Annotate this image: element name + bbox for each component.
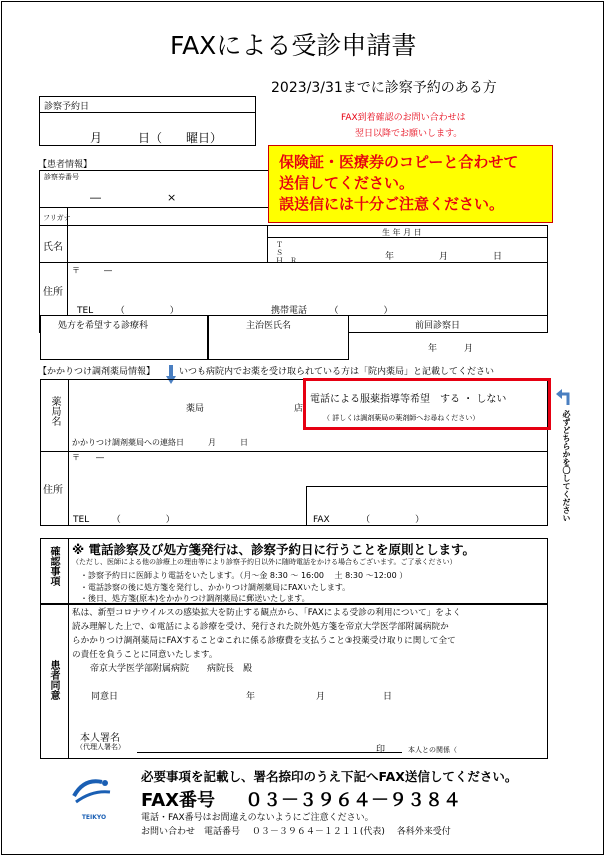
- consent-line-4: の責任を負うことに同意いたします。: [72, 650, 218, 660]
- consent-date-label: 同意日: [91, 692, 119, 702]
- consent-line-3: らかかりつけ調剤薬局にFAXすること②これに係る診療費を支払うこと③投薬受け取りに関して全て: [72, 636, 456, 646]
- signature-label: 本人署名: [80, 733, 120, 744]
- fax-note-line1: FAX到着確認のお問い合わせは: [341, 113, 466, 123]
- birth-eras: Ｔ Ｓ Ｈ Ｒ: [276, 241, 297, 265]
- pharmacy-name-field[interactable]: 薬局 店: [186, 404, 304, 414]
- signature-field[interactable]: [137, 752, 402, 753]
- footer-caution: 電話・FAX番号はお間違えのないようにご注意ください。: [141, 813, 374, 823]
- pharmacy-address-label: 住所: [43, 485, 63, 496]
- appointment-label: 診察予約日: [44, 102, 90, 112]
- last-visit-field[interactable]: 年 月: [428, 344, 474, 354]
- appointment-date-field[interactable]: 月 日（ 曜日）: [90, 131, 223, 145]
- confirm-item-2: ・電話診察の後に処方箋を発行し、かかりつけ調剤薬局にFAXいたします。: [80, 583, 351, 592]
- pharmacy-postal[interactable]: 〒 ―: [72, 453, 104, 462]
- pharmacy-fax[interactable]: FAX （ ）: [313, 515, 425, 525]
- pharmacy-tel[interactable]: TEL （ ）: [73, 515, 175, 525]
- form-subtitle: 2023/3/31までに診察予約のある方: [271, 80, 497, 96]
- warning-line1: 保険証・医療券のコピーと合わせて: [279, 153, 519, 171]
- footer-inquiry: お問い合わせ 電話番号 ０３－３９６４－１２１１(代表) 各科外来受付: [141, 827, 451, 837]
- patient-tel[interactable]: TEL （ ）: [77, 306, 179, 316]
- birth-label: 生 年 月 日: [382, 228, 422, 237]
- warning-box: [268, 145, 553, 223]
- return-arrow-icon: [555, 388, 571, 406]
- confirm-item-1: ・診察予約日に医師より電話をいたします。（月～金 8:30 ～ 16:00 土 8:30 ～12:00 ）: [80, 571, 408, 580]
- fax-number: ０３－３９６４－９３８４: [245, 790, 461, 811]
- teikyo-logo: [72, 776, 116, 822]
- consent-date-year[interactable]: 年: [246, 692, 256, 702]
- confirm-headline: ※ 電話診察及び処方箋発行は、診察予約日に行うことを原則とします。: [72, 542, 476, 557]
- relation-field[interactable]: 本人との関係（: [408, 746, 457, 754]
- patient-number-field[interactable]: ― ×: [90, 191, 177, 204]
- furigana-label: フリガナ: [43, 214, 71, 222]
- patient-mobile[interactable]: 携帯電話 （ ）: [271, 306, 393, 316]
- patient-address-label: 住所: [43, 287, 63, 298]
- pharmacy-contact-date[interactable]: かかりつけ調剤薬局への連絡日 月 日: [72, 438, 248, 447]
- patient-name-field[interactable]: [67, 225, 267, 262]
- warning-line2: 送信してください。: [279, 174, 415, 192]
- consent-label: 患者同意: [48, 660, 59, 700]
- fax-note-line2: 翌日以降でお願いします。: [355, 129, 463, 139]
- confirm-label: 確認事項: [48, 546, 59, 586]
- patient-name-label: 氏名: [43, 242, 63, 253]
- confirm-subnote: （ただし、医師による他の診療上の理由等により診察予約日以外に随時電話をかける場合もございます。ご了承ください）: [72, 558, 457, 566]
- pharmacy-section-note: いつも病院内でお薬を受け取られている方は「院内薬局」と記載してください: [179, 367, 495, 377]
- pharmacy-name-label: 薬局名: [49, 396, 60, 426]
- seal-mark: 印: [376, 745, 386, 755]
- warning-line3: 誤送信には十分ご注意ください。: [279, 195, 505, 213]
- doctor-label: 主治医氏名: [246, 321, 292, 331]
- dept-field[interactable]: [40, 315, 208, 360]
- phone-guidance-note: （ 詳しくは調剤薬局の薬剤師へお尋ねください）: [323, 414, 480, 422]
- form-title: FAXによる受診申請書: [170, 31, 417, 60]
- phone-guidance-label: 電話による服薬指導等希望 する ・ しない: [310, 394, 507, 405]
- consent-line-2: 読み理解した上で、①電話による診療を受け、発行された院外処方箋を帝京大学医学部附属病院か: [72, 622, 449, 632]
- consent-date-month[interactable]: 月: [316, 692, 326, 702]
- patient-number-label: 診察券番号: [44, 173, 79, 181]
- consent-hospital: 帝京大学医学部附属病院 病院長 殿: [90, 664, 253, 674]
- dept-label: 処方を希望する診療科: [58, 321, 149, 331]
- consent-line-1: 私は、新型コロナウイルスの感染拡大を防止する観点から、「FAXによる受診の利用について」をよく: [72, 608, 462, 618]
- patient-section-heading: 【患者情報】: [38, 160, 93, 170]
- birth-date-field[interactable]: 年 月 日: [385, 252, 503, 262]
- last-visit-label: 前回診察日: [415, 321, 461, 331]
- fax-number-label: FAX番号: [141, 790, 216, 811]
- logo-text: TEIKYO: [81, 814, 107, 821]
- proxy-label: （代理人署名）: [76, 743, 125, 751]
- footer-instruction: 必要事項を記載し、署名捺印のうえ下記へFAX送信してください。: [141, 769, 518, 784]
- confirm-item-3: ・後日、処方箋(原本)をかかりつけ調剤薬局に郵送いたします。: [80, 594, 310, 603]
- pharmacy-section-heading: 【かかりつけ調剤薬局情報】: [38, 367, 156, 377]
- consent-date-day[interactable]: 日: [383, 692, 393, 702]
- patient-postal[interactable]: 〒 ―: [72, 266, 112, 275]
- choose-note: 必ずどちらかを〇してください: [562, 410, 571, 522]
